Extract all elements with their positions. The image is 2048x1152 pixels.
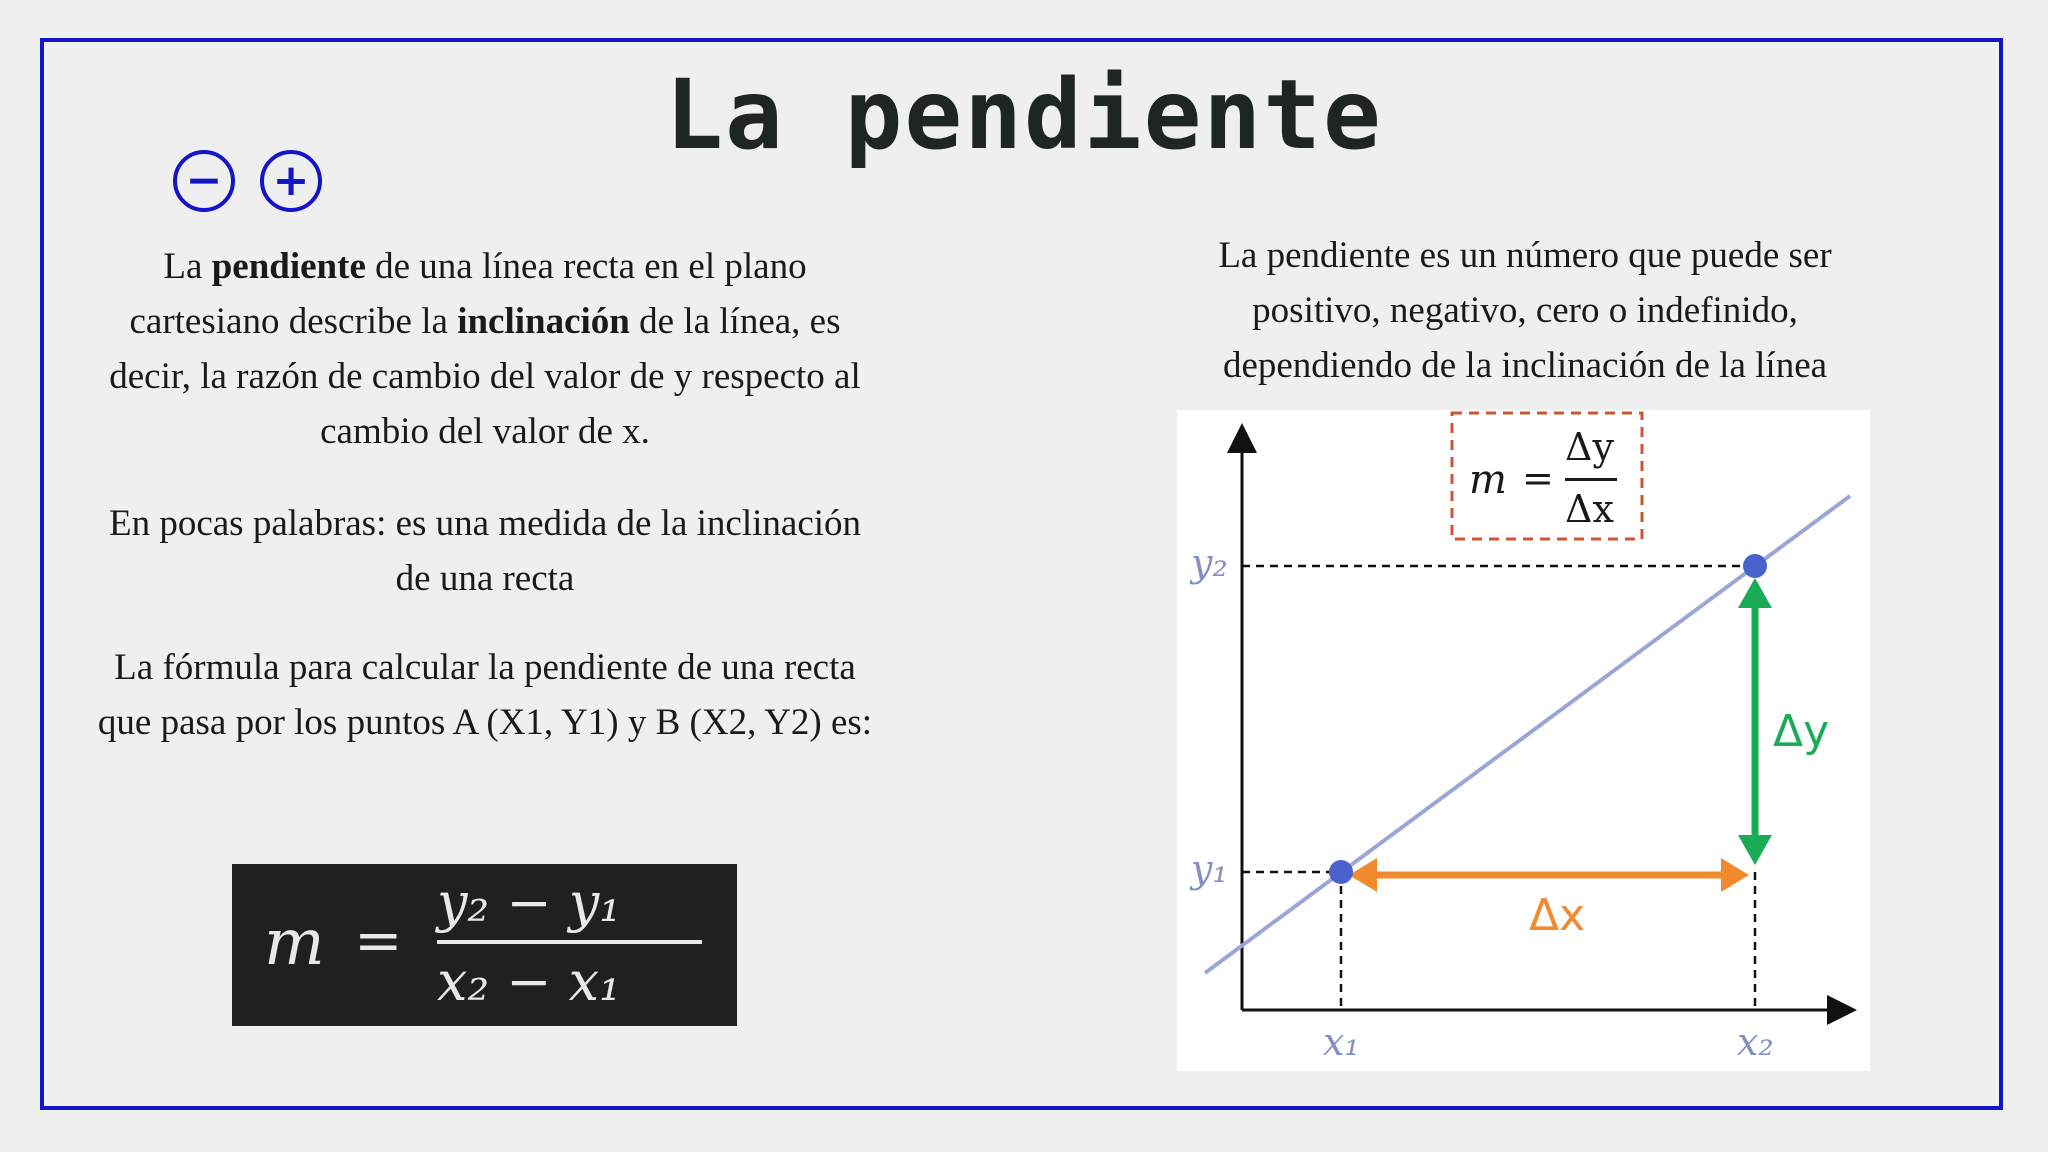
diagram-formula-equals: =	[1522, 456, 1554, 500]
delta-y-arrow-head-top	[1738, 578, 1772, 608]
diagram-formula-m: m	[1469, 457, 1507, 503]
delta-x-label: Δx	[1529, 890, 1586, 941]
delta-y-arrow-head-bottom	[1738, 835, 1772, 865]
y2-label: y₂	[1191, 541, 1228, 585]
page-title: La pendiente	[665, 59, 1383, 171]
definition-text-e: de la línea, es decir, la razón de cambio del valor de y respecto al cambio del valor de x.	[109, 301, 861, 452]
plus-icon: +	[272, 155, 310, 206]
minus-icon: −	[185, 155, 223, 206]
zoom-out-button[interactable]	[173, 150, 235, 212]
definition-paragraph	[95, 239, 875, 459]
formula-equals: =	[354, 906, 403, 974]
diagram-formula-denominator: Δx	[1565, 487, 1614, 531]
delta-y-label: Δy	[1773, 706, 1830, 757]
formula-intro-paragraph: La fórmula para calcular la pendiente de una recta que pasa por los puntos A (X1, Y1) y B (X2, Y2) es:	[97, 647, 873, 743]
formula-m: m	[264, 906, 325, 980]
x2-label: x₂	[1737, 1020, 1774, 1064]
formula-numerator: y₂ − y₁	[437, 871, 621, 934]
point-b	[1743, 554, 1767, 578]
diagram-formula-numerator: Δy	[1565, 425, 1614, 469]
zoom-in-button[interactable]	[260, 150, 322, 212]
definition-term-inclinacion: inclinación	[457, 301, 630, 342]
delta-x-arrow-head-right	[1721, 858, 1749, 892]
summary-paragraph: En pocas palabras: es una medida de la inclinación de una recta	[108, 503, 862, 599]
point-a	[1329, 860, 1353, 884]
y1-label: y₁	[1191, 847, 1228, 891]
diagram-fraction-bar	[1565, 478, 1617, 481]
slope-diagram	[1177, 410, 1870, 1071]
formula-fraction-bar	[437, 940, 702, 944]
definition-term-pendiente: pendiente	[211, 246, 366, 287]
definition-text-a: La	[163, 246, 212, 287]
slope-formula-image	[232, 864, 737, 1026]
slope-values-paragraph: La pendiente es un número que puede ser positivo, negativo, cero o indefinido, dependiendo de la inclinación de la línea	[1218, 235, 1832, 386]
definition-text-c: de una línea recta en el plano cartesiano describe la	[129, 246, 807, 342]
x1-label: x₁	[1323, 1020, 1360, 1064]
formula-denominator: x₂ − x₁	[437, 950, 621, 1013]
